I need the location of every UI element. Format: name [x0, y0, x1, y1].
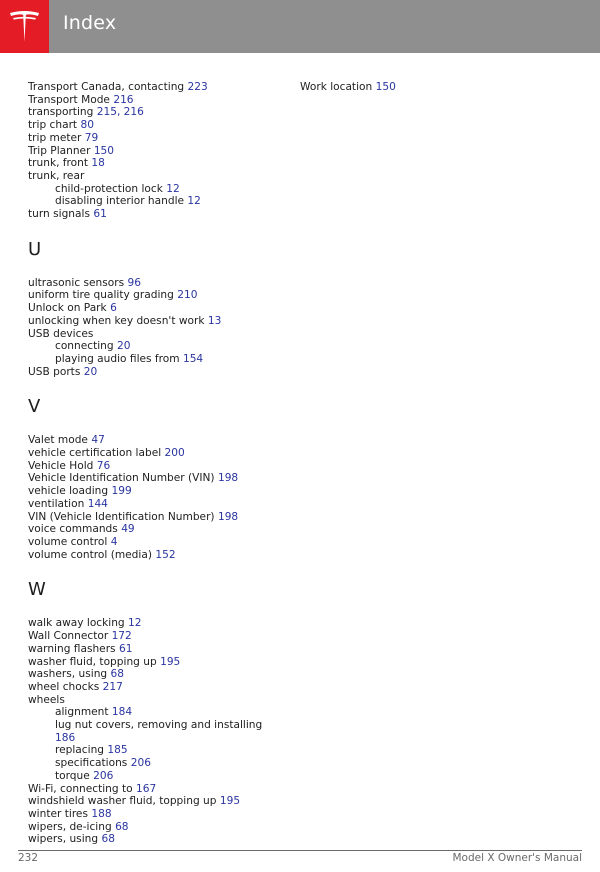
index-term: transporting: [28, 106, 94, 119]
page-reference-link[interactable]: 61: [93, 208, 107, 221]
page-reference-link[interactable]: 198: [217, 472, 239, 485]
index-term: Vehicle Identification Number (VIN): [28, 472, 215, 485]
index-entry: [28, 81, 290, 94]
page-reference-link[interactable]: 199: [111, 485, 132, 498]
page-reference-link[interactable]: 20: [117, 340, 131, 353]
index-entry: [28, 668, 290, 681]
index-term: Work location: [300, 81, 373, 93]
page-reference-link[interactable]: 68: [110, 668, 124, 681]
index-term: Trip Planner: [28, 144, 91, 157]
index-entry: [28, 447, 290, 460]
index-section-letter: V: [28, 396, 41, 418]
page-reference-link[interactable]: 68: [101, 833, 115, 846]
index-term: alignment: [55, 706, 109, 719]
index-subentry: [28, 719, 290, 732]
footer-page-number: 232: [18, 852, 39, 864]
page-reference-link[interactable]: 49: [121, 523, 135, 536]
page-reference-link[interactable]: 13: [207, 314, 222, 327]
index-entry: [28, 170, 290, 183]
index-entry: [28, 656, 290, 669]
index-entry: [28, 821, 290, 834]
index-subentry: [28, 757, 290, 770]
index-subentry: [28, 340, 290, 353]
page-reference-link[interactable]: 76: [96, 459, 111, 472]
index-term: connecting: [55, 340, 114, 353]
index-term: unlocking when key doesn't work: [28, 314, 205, 327]
index-term: ultrasonic sensors: [28, 276, 125, 289]
page-reference-link[interactable]: 96: [127, 276, 141, 289]
page-reference-link[interactable]: 4: [110, 535, 118, 548]
index-term: washers, using: [28, 668, 108, 681]
page-reference-link[interactable]: 152: [155, 548, 176, 561]
page-reference-link[interactable]: 47: [91, 434, 105, 447]
page-reference-link[interactable]: 198: [217, 510, 239, 523]
index-term: trip chart: [28, 119, 78, 132]
index-entry: [28, 498, 290, 511]
index-term: wipers, de-icing: [28, 820, 112, 833]
index-entry: [28, 289, 290, 302]
page-reference-link[interactable]: 186: [55, 731, 76, 744]
index-entry: [28, 630, 290, 643]
page-reference-link[interactable]: 184: [111, 706, 133, 719]
index-entry: [28, 157, 290, 170]
page-reference-link[interactable]: 206: [130, 757, 151, 770]
index-term: vehicle loading: [28, 485, 109, 498]
index-term: vehicle certification label: [28, 447, 162, 460]
index-entry: [28, 366, 290, 379]
tesla-logo-icon: [9, 10, 40, 43]
index-term: child-protection lock: [55, 182, 163, 195]
index-entry: [28, 315, 290, 328]
index-entry: [28, 549, 290, 562]
index-subentry: [28, 744, 290, 757]
index-term: volume control (media): [28, 548, 152, 561]
index-term: winter tires: [28, 807, 88, 820]
page-reference-link[interactable]: 12: [166, 182, 180, 195]
page-reference-link[interactable]: 206: [93, 769, 114, 782]
footer-manual-title: Model X Owner's Manual: [452, 852, 582, 864]
logo-box: [0, 0, 49, 53]
page-reference-link[interactable]: 12: [128, 617, 142, 630]
page-header: [0, 0, 600, 53]
index-entry: [28, 732, 290, 745]
index-term: trunk, rear: [28, 169, 85, 182]
page-reference-link[interactable]: 6: [110, 302, 117, 315]
index-entry: [28, 694, 290, 707]
index-term: turn signals: [28, 208, 90, 221]
page-reference-link[interactable]: 188: [91, 807, 112, 820]
page-reference-link[interactable]: 144: [87, 497, 108, 510]
index-subentry: [28, 183, 290, 196]
index-column-left: [28, 81, 290, 846]
index-subentry: [28, 195, 290, 208]
index-entry: [28, 106, 290, 119]
index-term: trip meter: [28, 131, 82, 144]
index-entry: [300, 81, 580, 94]
index-entry: [28, 523, 290, 536]
index-term: trunk, front: [28, 157, 89, 170]
index-entry: [28, 302, 290, 315]
index-term: voice commands: [28, 523, 118, 536]
index-entry: [28, 472, 290, 485]
index-term: Unlock on Park: [28, 302, 107, 315]
index-entry: [28, 617, 290, 630]
page-reference-link[interactable]: 20: [83, 365, 98, 378]
index-entry: [28, 328, 290, 341]
index-entry: [28, 434, 290, 447]
index-term: Wi-Fi, connecting to: [28, 782, 133, 795]
index-entry: [28, 783, 290, 796]
index-entry: [28, 833, 290, 846]
page-reference-link[interactable]: 195: [160, 655, 181, 668]
page-reference-link[interactable]: 217: [102, 680, 123, 693]
page-reference-link[interactable]: 216: [113, 93, 134, 106]
index-entry: [28, 808, 290, 821]
index-entry: [28, 643, 290, 656]
index-term: replacing: [55, 744, 105, 757]
page-reference-link[interactable]: 223: [187, 81, 208, 93]
index-entry: [28, 681, 290, 694]
page-reference-link[interactable]: 200: [164, 447, 185, 460]
index-entry: [28, 536, 290, 549]
index-term: Transport Mode: [28, 93, 110, 106]
page-reference-link[interactable]: 68: [115, 820, 129, 833]
index-term: warning flashers: [28, 642, 116, 655]
page-reference-link[interactable]: 167: [136, 782, 157, 795]
index-term: lug nut covers, removing and installing: [55, 719, 263, 732]
page-reference-link[interactable]: 80: [80, 119, 94, 132]
index-entry: [28, 145, 290, 158]
index-column-right: [300, 81, 580, 94]
page-title: Index: [63, 12, 117, 34]
index-term: ventilation: [28, 497, 85, 510]
index-term: wheels: [28, 693, 65, 706]
index-term: volume control: [28, 535, 108, 548]
index-subentry: [28, 706, 290, 719]
index-term: walk away locking: [28, 617, 125, 630]
page-reference-link[interactable]: 195: [219, 795, 241, 808]
index-subentry: [28, 353, 290, 366]
page-reference-link[interactable]: 154: [182, 352, 204, 365]
index-term: wipers, using: [28, 833, 99, 846]
index-term: Vehicle Hold: [28, 459, 94, 472]
page-reference-link[interactable]: 185: [107, 744, 128, 757]
index-term: windshield washer fluid, topping up: [28, 795, 217, 808]
page-reference-link[interactable]: 12: [187, 195, 201, 208]
index-subentry: [28, 770, 290, 783]
page-reference-link[interactable]: 172: [111, 630, 132, 643]
index-entry: [28, 511, 290, 524]
index-term: uniform tire quality grading: [28, 289, 174, 302]
page-reference-link[interactable]: 210: [177, 289, 198, 302]
index-entry: [28, 132, 290, 145]
index-term: torque: [55, 769, 90, 782]
index-entry: [28, 277, 290, 290]
index-term: USB devices: [28, 327, 94, 340]
index-term: Wall Connector: [28, 630, 109, 643]
index-term: USB ports: [28, 365, 81, 378]
index-term: VIN (Vehicle Identification Number): [28, 510, 215, 523]
index-section-letter: W: [28, 579, 46, 601]
index-section-letter: U: [28, 238, 42, 260]
index-entry: [28, 208, 290, 221]
index-term: wheel chocks: [28, 680, 100, 693]
index-entry: [28, 485, 290, 498]
index-entry: [28, 94, 290, 107]
index-entry: [28, 795, 290, 808]
index-term: washer fluid, topping up: [28, 655, 157, 668]
page-reference-link[interactable]: 215, 216: [96, 106, 144, 119]
index-term: specifications: [55, 757, 128, 770]
index-term: playing audio files from: [55, 352, 180, 365]
footer-divider: [18, 850, 582, 851]
page-reference-link[interactable]: 61: [118, 642, 133, 655]
index-entry: [28, 119, 290, 132]
page-reference-link[interactable]: 150: [93, 144, 115, 157]
index-term: Valet mode: [28, 434, 88, 447]
index-term: Transport Canada, contacting: [28, 81, 185, 93]
index-entry: [28, 460, 290, 473]
page-reference-link[interactable]: 150: [375, 81, 396, 93]
page-reference-link[interactable]: 18: [91, 157, 105, 170]
index-term: disabling interior handle: [55, 195, 185, 208]
page-reference-link[interactable]: 79: [84, 131, 99, 144]
